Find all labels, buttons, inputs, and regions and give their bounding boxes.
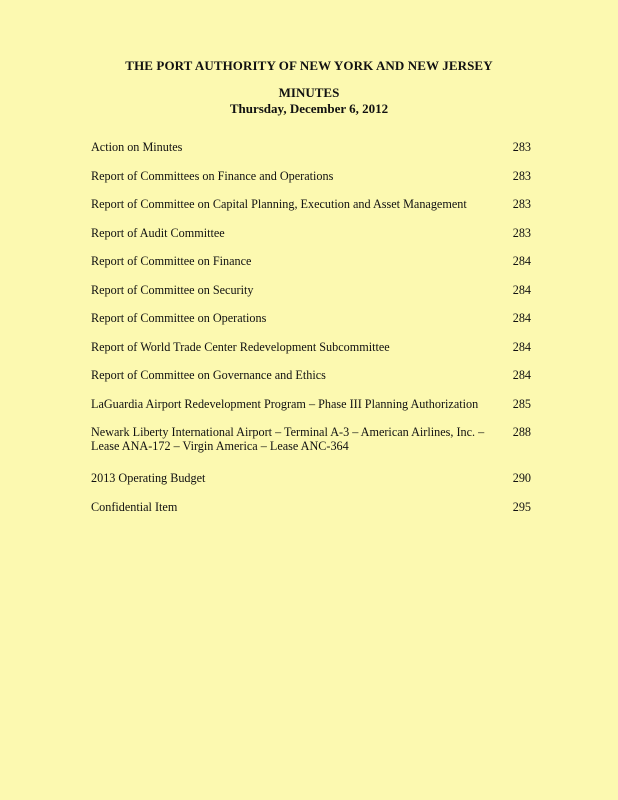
toc-entry-page: 283: [512, 168, 531, 183]
toc-entry: [91, 140, 531, 154]
toc-entry-label: Report of Committee on Operations: [91, 311, 267, 325]
toc-entry-label: Report of Audit Committee: [91, 225, 225, 240]
toc-entry-page: 284: [512, 282, 531, 297]
toc-entry-page: 283: [512, 197, 531, 211]
toc-entry-page: 288: [512, 425, 531, 439]
meeting-date: Thursday, December 6, 2012: [229, 101, 389, 116]
toc-entry-page: 284: [512, 254, 531, 268]
toc-entry-label: Newark Liberty International Airport – Terminal A-3 – American Airlines, Inc. – Lease ANA-172 – Virgin America – Lease ANC-364: [91, 425, 485, 453]
toc-entry-label: Confidential Item: [91, 499, 178, 514]
organization-title: THE PORT AUTHORITY OF NEW YORK AND NEW JERSEY: [125, 58, 493, 73]
toc-entry-page: 283: [512, 140, 531, 154]
toc-entry: [91, 254, 531, 268]
toc-entry: [91, 311, 531, 325]
document-title: MINUTES: [278, 85, 340, 100]
toc-entry: [91, 283, 531, 297]
toc-entry: [91, 169, 531, 183]
toc-entry: [91, 226, 531, 240]
toc-entry: [91, 471, 531, 485]
toc-entry-label: LaGuardia Airport Redevelopment Program – Phase III Planning Authorization: [91, 396, 479, 411]
toc-entry-page: 284: [512, 311, 531, 325]
toc-entry-page: 295: [512, 499, 531, 514]
toc-entry-page: 284: [512, 368, 531, 382]
toc-entry-page: 283: [512, 225, 531, 240]
table-of-contents: [91, 140, 531, 528]
toc-entry-page: 285: [512, 396, 531, 411]
toc-entry: [91, 397, 531, 411]
toc-entry-label: Report of Committees on Finance and Operations: [91, 168, 334, 183]
toc-entry-page: 284: [512, 339, 531, 354]
toc-entry: [91, 368, 531, 382]
toc-entry-page: 290: [512, 471, 531, 485]
toc-entry: [91, 197, 531, 211]
toc-entry: [91, 500, 531, 514]
toc-entry-label: Report of Committee on Capital Planning, Execution and Asset Management: [91, 197, 467, 211]
toc-entry-label: Action on Minutes: [91, 140, 183, 154]
toc-entry-label: Report of Committee on Finance: [91, 254, 252, 268]
toc-entry-label: Report of World Trade Center Redevelopment Subcommittee: [91, 339, 390, 354]
toc-entry-label: 2013 Operating Budget: [91, 471, 206, 485]
toc-entry-label: Report of Committee on Security: [91, 282, 254, 297]
toc-entry-label: Report of Committee on Governance and Ethics: [91, 368, 326, 382]
toc-entry: [91, 425, 531, 453]
toc-entry: [91, 340, 531, 354]
